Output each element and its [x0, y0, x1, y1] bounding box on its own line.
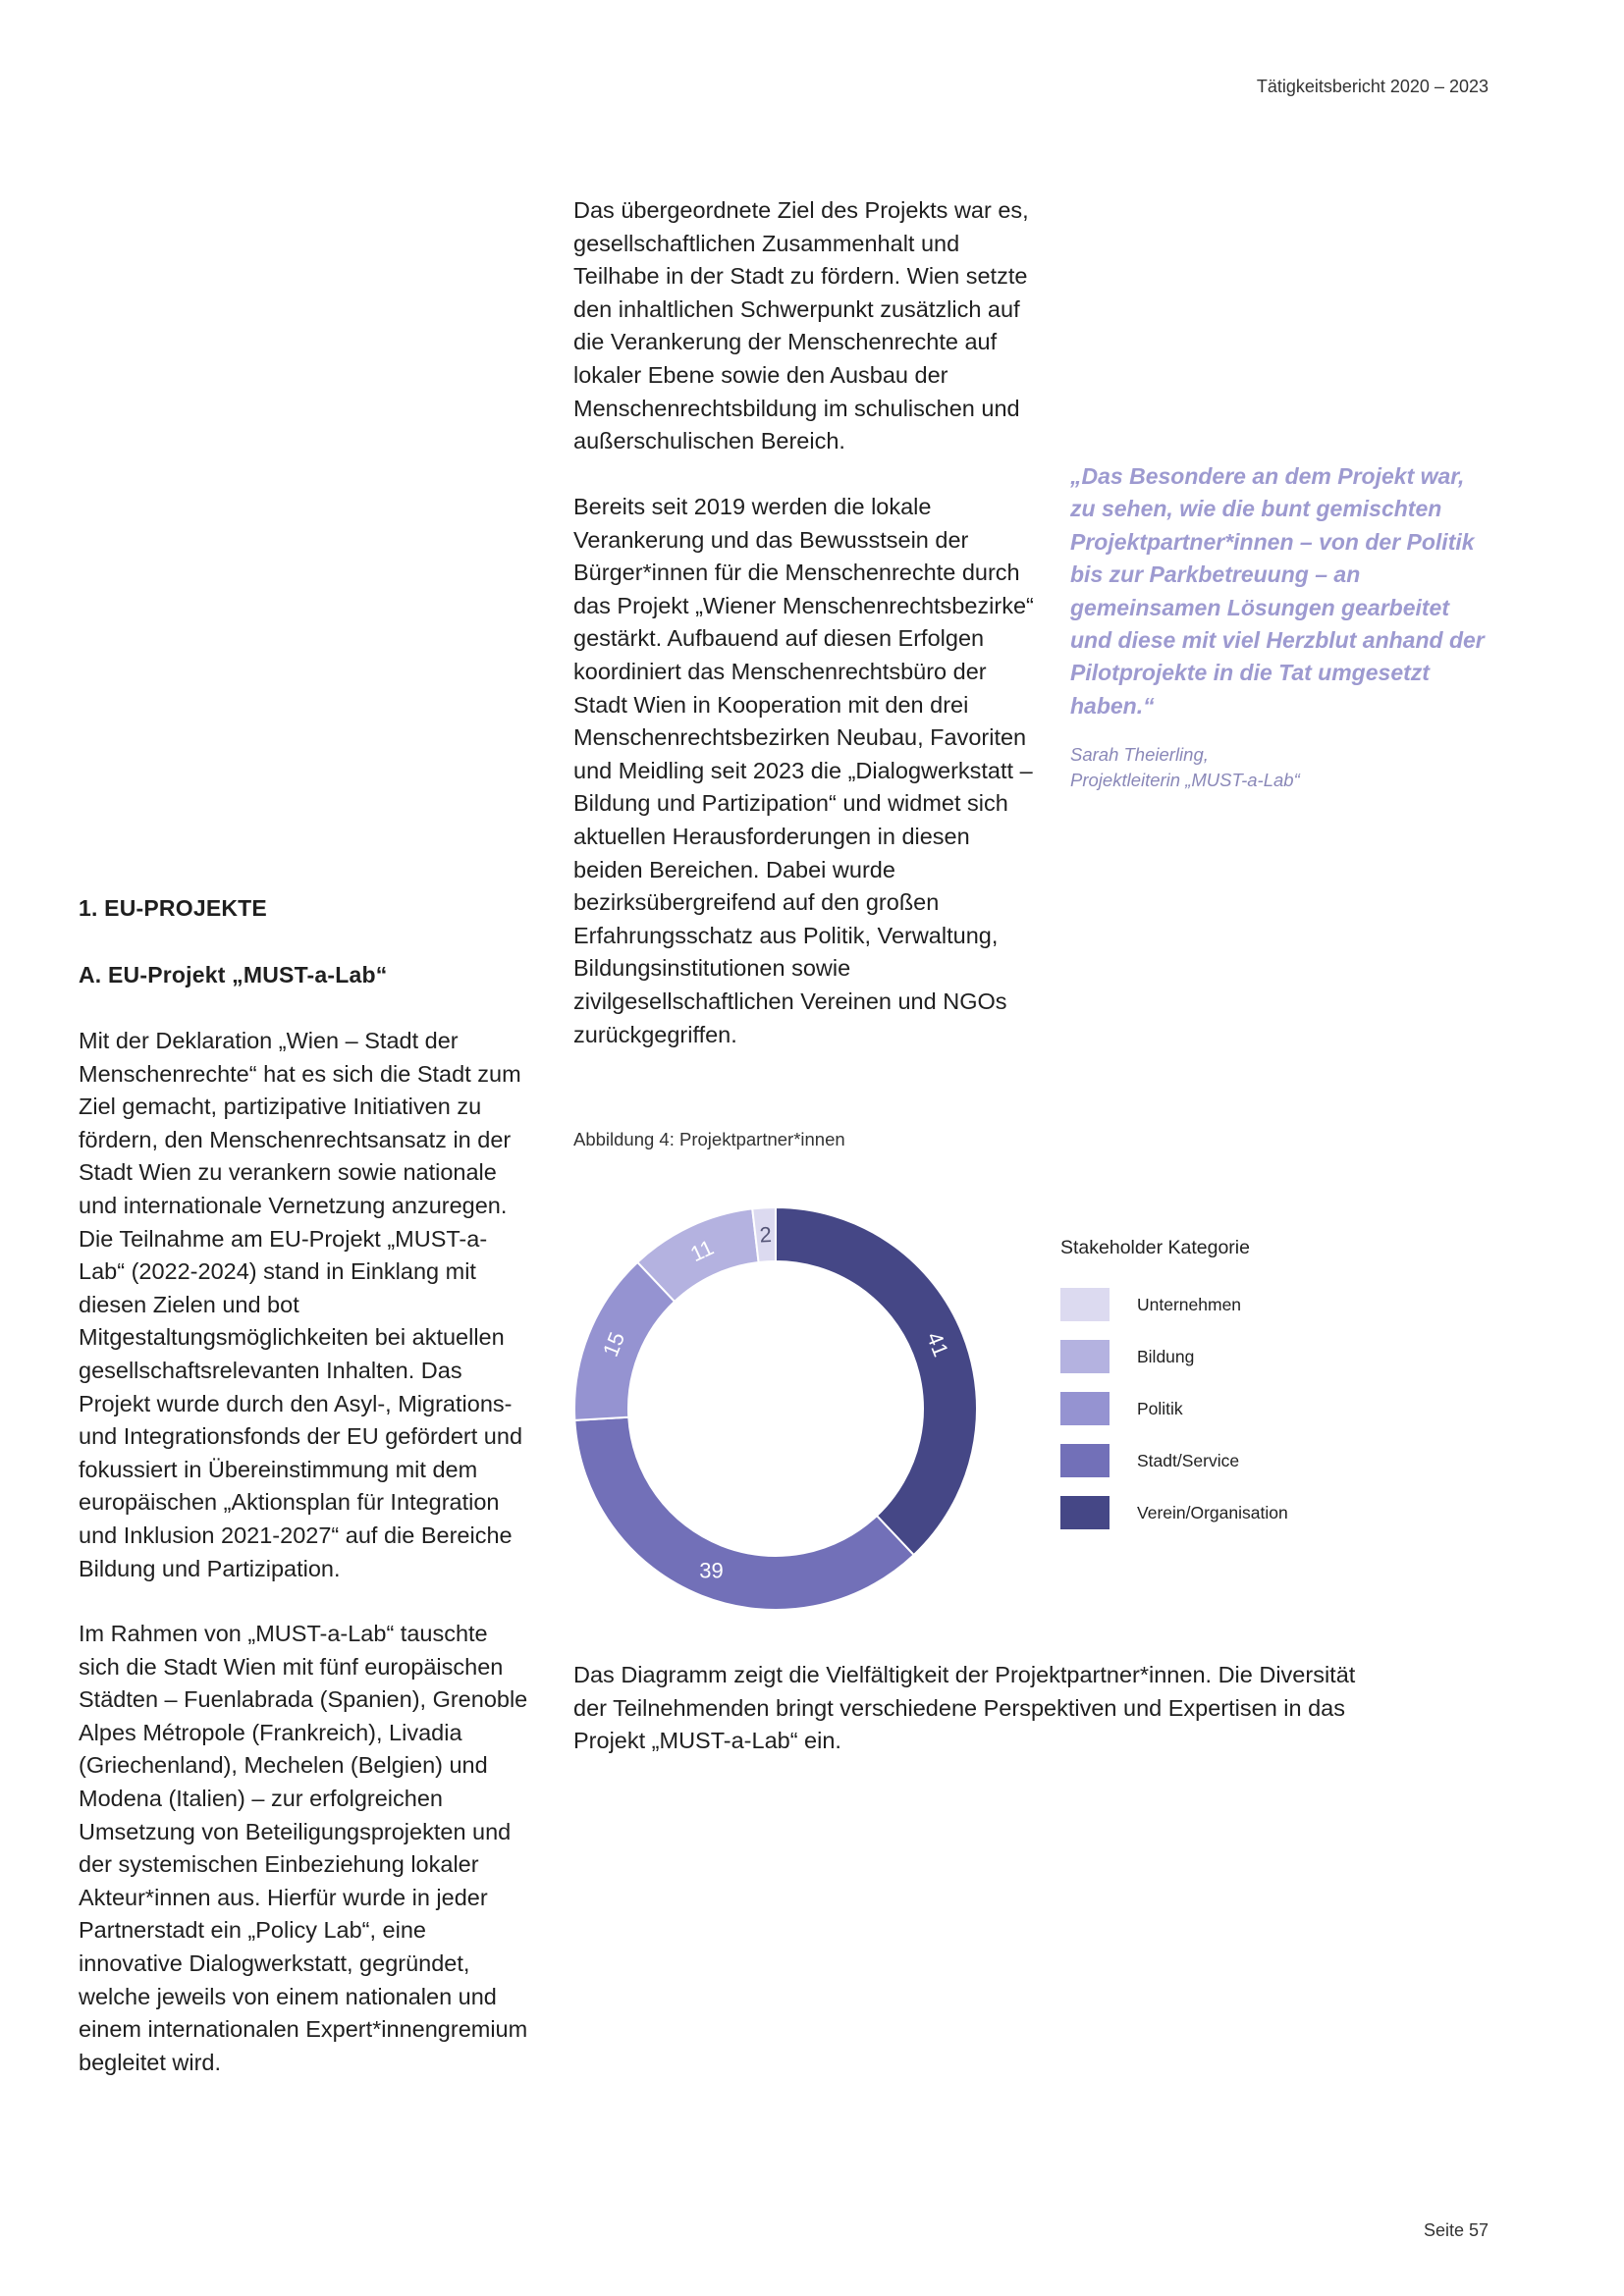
running-header: Tätigkeitsbericht 2020 – 2023	[1256, 77, 1489, 96]
legend-item	[1060, 1287, 1288, 1322]
middle-paragraph-2: Bereits seit 2019 werden die lokale Verankerung und das Bewusstsein der Bürger*innen für die Menschenrechte durch das Projekt „Wiener Menschenrechtsbezirke“ gestärkt. Aufbauend auf diesen Erfolgen koordiniert das Menschenrechtsbüro der Stadt Wien in Kooperation mit den drei Menschenrechtsbezirken Neubau, Favoriten und Meidling seit 2023 die „Dialogwerkstatt – Bildung und Partizipation“ und widmet sich aktuellen Herausforderungen in diesen beiden Bereichen. Dabei wurde bezirksübergreifend auf den großen Erfahrungsschatz aus Politik, Verwaltung, Bildungsinstitutionen sowie zivilgesellschaftlichen Vereinen und NGOs zurückgegriffen.	[573, 494, 1034, 1047]
legend-item	[1060, 1339, 1288, 1374]
quote-author: Sarah Theierling,	[1070, 744, 1209, 766]
left-paragraph-2: Im Rahmen von „MUST-a-Lab“ tauschte sich die Stadt Wien mit fünf europäischen Städten – Fuenlabrada (Spanien), Grenoble Alpes Métropole (Frankreich), Livadia (Griechenland), Mechelen (Belgien) und Modena (Italien) – zur erfolgreichen Umsetzung von Beteiligungsprojekten und der systemischen Einbeziehung lokaler Akteur*innen aus. Hierfür wurde in jeder Partnerstadt ein „Policy Lab“, eine innovative Dialogwerkstatt, gegründet, welche jeweils von einem nationalen und einem internationalen Expert*innengremium begleitet wird.	[79, 1621, 528, 2075]
legend-item	[1060, 1443, 1288, 1478]
legend-swatch	[1060, 1496, 1110, 1529]
legend-label: Unternehmen	[1137, 1294, 1242, 1314]
legend-item	[1060, 1495, 1288, 1530]
donut-label: 2	[758, 1221, 773, 1248]
quote-role: Projektleiterin „MUST-a-Lab“	[1070, 770, 1300, 791]
donut-slice-stadt-service	[574, 1417, 913, 1610]
left-paragraph-1: Mit der Deklaration „Wien – Stadt der Menschenrechte“ hat es sich die Stadt zum Ziel gemacht, partizipative Initiativen zu fördern, den Menschenrechtsansatz in der Stadt Wien zu verankern sowie nationale und internationale Vernetzung anzuregen. Die Teilnahme am EU-Projekt „MUST-a-Lab“ (2022-2024) stand in Einklang mit diesen Zielen und bot Mitgestaltungsmöglichkeiten bei aktuellen gesellschaftsrelevanten Inhalten. Das Projekt wurde durch den Asyl-, Migrations- und Integrationsfonds der EU gefördert und fokussiert in Übereinstimmung mit dem europäischen „Aktionsplan für Integration und Inklusion 2021-2027“ auf die Bereiche Bildung und Partizipation.	[79, 1028, 523, 1581]
pull-quote	[1070, 460, 1492, 793]
chart-description: Das Diagramm zeigt die Vielfältigkeit der Projektpartner*innen. Die Diversität der Teilnehmenden bringt verschiedene Perspektiven und Expertisen in das Projekt „MUST-a-Lab“ ein.	[573, 1662, 1356, 1754]
legend-label: Politik	[1137, 1398, 1183, 1418]
chart-legend	[1060, 1237, 1288, 1530]
sub-heading: A. EU-Projekt „MUST-a-Lab“	[79, 962, 388, 988]
figure-caption: Abbildung 4: Projektpartner*innen	[573, 1129, 845, 1149]
donut-label: 41	[921, 1328, 954, 1361]
legend-title: Stakeholder Kategorie	[1060, 1237, 1250, 1258]
legend-label: Stadt/Service	[1137, 1450, 1240, 1470]
legend-item	[1060, 1391, 1288, 1426]
donut-label: 39	[699, 1558, 724, 1583]
donut-slice-verein-organisation	[776, 1207, 977, 1555]
section-heading: 1. EU-PROJEKTE	[79, 895, 267, 921]
donut-label: 15	[597, 1328, 630, 1361]
legend-swatch	[1060, 1444, 1110, 1477]
quote-text: „Das Besondere an dem Projekt war, zu sehen, wie die bunt gemischten Projektpartner*innen – von der Politik bis zur Parkbetreuung – an gemeinsamen Lösungen gearbeitet und diese mit viel Herzblut anhand der Pilotprojekte in die Tat umgesetzt haben.“	[1070, 463, 1485, 719]
donut-label: 11	[686, 1234, 718, 1267]
legend-swatch	[1060, 1392, 1110, 1425]
legend-label: Bildung	[1137, 1346, 1195, 1366]
middle-paragraph-1: Das übergeordnete Ziel des Projekts war es, gesellschaftlichen Zusammenhalt und Teilhabe in der Stadt zu fördern. Wien setzte den inhaltlichen Schwerpunkt zusätzlich auf die Verankerung der Menschenrechte auf lokaler Ebene sowie den Ausbau der Menschenrechtsbildung im schulischen und außerschulischen Bereich.	[573, 197, 1029, 454]
page-number: Seite 57	[1423, 2220, 1489, 2240]
legend-swatch	[1060, 1288, 1110, 1321]
legend-swatch	[1060, 1340, 1110, 1373]
legend-label: Verein/Organisation	[1137, 1502, 1288, 1522]
donut-chart	[560, 1193, 992, 1625]
